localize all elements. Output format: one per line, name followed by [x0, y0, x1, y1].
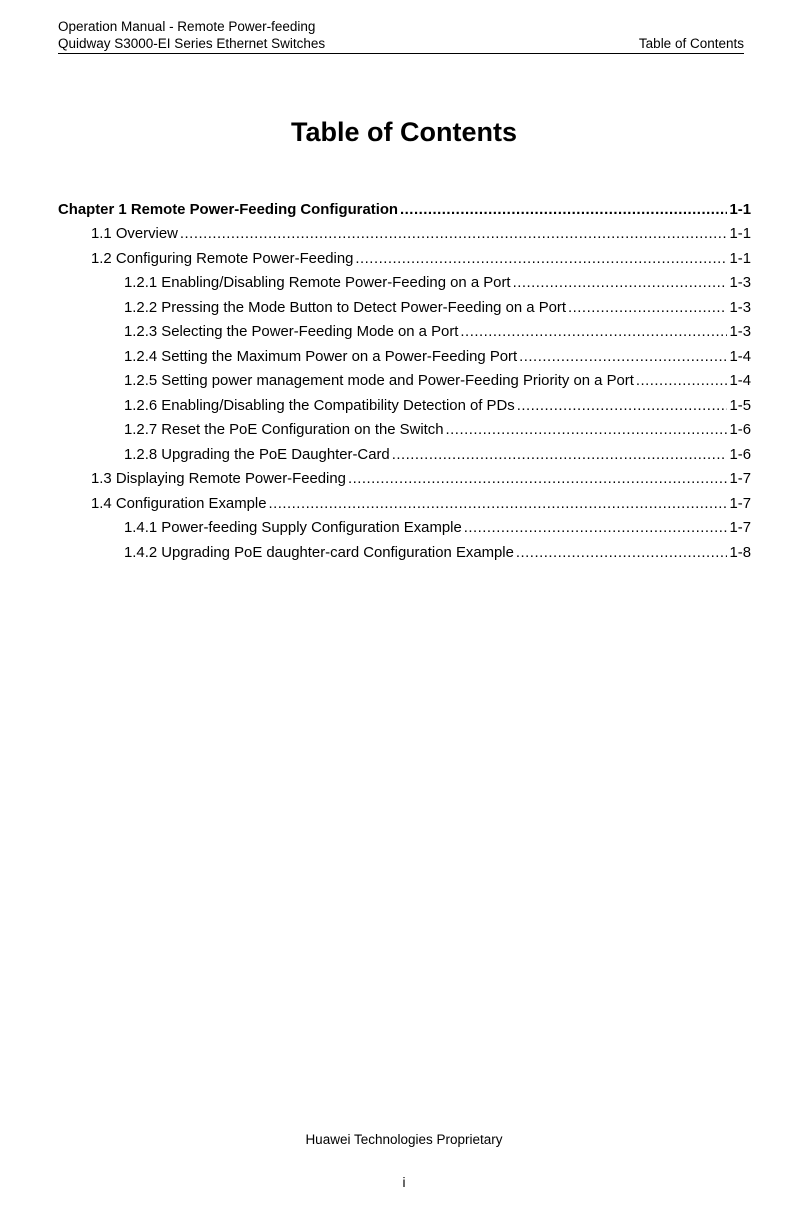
toc-entry[interactable]	[58, 416, 751, 441]
toc-leader-dots	[519, 347, 727, 367]
toc-entry-label: 1.2.1 Enabling/Disabling Remote Power-Feeding on a Port	[124, 275, 511, 291]
table-of-contents	[58, 195, 751, 563]
page-title: Table of Contents	[291, 117, 517, 147]
toc-entry[interactable]	[58, 293, 751, 318]
toc-leader-dots	[180, 224, 728, 244]
toc-entry-page: 1-3	[729, 299, 751, 316]
header-section-name: Table of Contents	[638, 36, 744, 51]
toc-entry-label: 1.2.5 Setting power management mode and Power-Feeding Priority on a Port	[124, 373, 634, 389]
toc-entry[interactable]	[58, 489, 751, 514]
toc-entry-page: 1-5	[729, 397, 751, 414]
toc-entry[interactable]	[58, 269, 751, 294]
toc-entry-page: 1-6	[729, 422, 751, 438]
toc-leader-dots	[400, 200, 727, 220]
toc-entry-label: 1.2.6 Enabling/Disabling the Compatibility Detection of PDs	[124, 397, 515, 414]
page-footer: Huawei Technologies Proprietary	[305, 1132, 503, 1147]
toc-entry[interactable]	[58, 514, 751, 539]
toc-entry-page: 1-3	[729, 275, 751, 291]
toc-entry[interactable]	[58, 391, 751, 416]
toc-entry-label: Chapter 1 Remote Power-Feeding Configuration	[58, 201, 399, 218]
toc-entry-page: 1-3	[729, 324, 751, 340]
toc-entry[interactable]	[58, 440, 751, 465]
page-number: i	[402, 1175, 406, 1190]
toc-entry-page: 1-4	[729, 348, 751, 365]
toc-entry-label: 1.4 Configuration Example	[91, 495, 267, 512]
toc-leader-dots	[446, 420, 728, 440]
header-product-name: Quidway S3000-EI Series Ethernet Switches	[58, 36, 326, 51]
header-manual-title: Operation Manual - Remote Power-feeding	[58, 19, 316, 34]
toc-leader-dots	[568, 298, 727, 318]
toc-entry-label: 1.2 Configuring Remote Power-Feeding	[91, 250, 354, 267]
toc-entry-page: 1-1	[729, 250, 751, 267]
toc-entry[interactable]	[58, 244, 751, 269]
toc-entry-page: 1-1	[729, 201, 751, 218]
toc-entry-page: 1-4	[729, 373, 751, 389]
toc-entry-label: 1.2.3 Selecting the Power-Feeding Mode on a Port	[124, 324, 459, 340]
toc-leader-dots	[513, 273, 728, 293]
toc-entry-page: 1-7	[729, 471, 751, 487]
toc-leader-dots	[348, 469, 728, 489]
toc-entry-label: 1.3 Displaying Remote Power-Feeding	[91, 471, 346, 487]
toc-leader-dots	[464, 518, 728, 538]
toc-leader-dots	[636, 371, 728, 391]
page-header	[58, 18, 744, 54]
toc-entry-label: 1.4.1 Power-feeding Supply Configuration Example	[124, 520, 462, 536]
toc-entry[interactable]	[58, 342, 751, 367]
toc-entry[interactable]	[58, 318, 751, 343]
toc-entry[interactable]	[58, 367, 751, 392]
toc-entry-label: 1.1 Overview	[91, 226, 178, 242]
toc-entry-page: 1-7	[729, 495, 751, 512]
toc-leader-dots	[355, 249, 727, 269]
toc-leader-dots	[460, 322, 727, 342]
toc-leader-dots	[392, 445, 728, 465]
toc-entry-label: 1.2.7 Reset the PoE Configuration on the Switch	[124, 422, 444, 438]
toc-entry-page: 1-7	[729, 520, 751, 536]
toc-leader-dots	[517, 396, 728, 416]
toc-entry-label: 1.2.8 Upgrading the PoE Daughter-Card	[124, 446, 390, 463]
toc-entry-label: 1.4.2 Upgrading PoE daughter-card Configuration Example	[124, 544, 514, 561]
toc-entry[interactable]	[58, 465, 751, 490]
toc-entry-page: 1-8	[729, 544, 751, 561]
toc-leader-dots	[516, 543, 728, 563]
toc-entry-page: 1-1	[729, 226, 751, 242]
toc-entry-label: 1.2.2 Pressing the Mode Button to Detect Power-Feeding on a Port	[124, 299, 567, 316]
toc-entry-page: 1-6	[729, 446, 751, 463]
toc-leader-dots	[268, 494, 727, 514]
toc-entry[interactable]	[58, 220, 751, 245]
toc-entry[interactable]	[58, 538, 751, 563]
toc-entry[interactable]	[58, 195, 751, 220]
toc-entry-label: 1.2.4 Setting the Maximum Power on a Power-Feeding Port	[124, 348, 518, 365]
